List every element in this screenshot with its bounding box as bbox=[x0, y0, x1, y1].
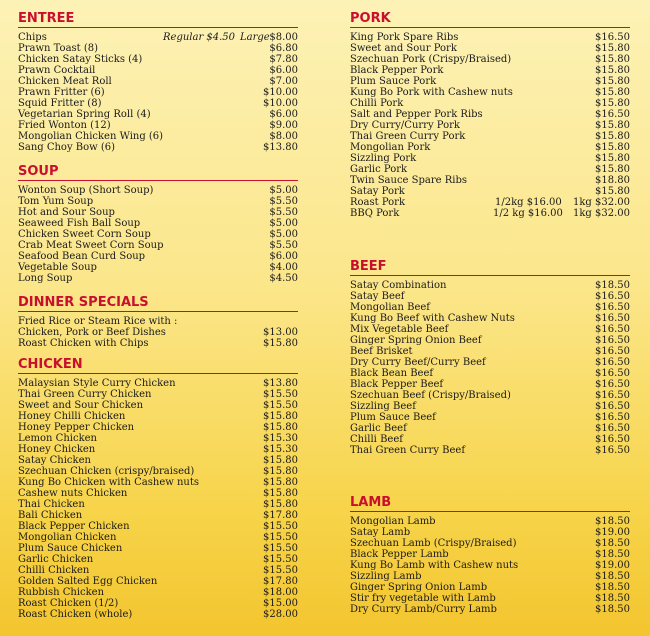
item-name: Wonton Soup (Short Soup) bbox=[18, 185, 154, 196]
item-price: $15.80 bbox=[263, 466, 298, 477]
menu-item[interactable] bbox=[18, 389, 298, 400]
item-name: Kung Bo Pork with Cashew nuts bbox=[350, 87, 513, 98]
item-price: $16.50 bbox=[595, 401, 630, 412]
item-name: Plum Sauce Pork bbox=[350, 76, 437, 87]
item-price: $16.50 bbox=[595, 357, 630, 368]
menu-item[interactable] bbox=[350, 560, 630, 571]
item-name: Chilli Chicken bbox=[18, 565, 90, 576]
menu-item[interactable] bbox=[350, 582, 630, 593]
menu-item[interactable] bbox=[18, 532, 298, 543]
item-name: Garlic Chicken bbox=[18, 554, 94, 565]
item-price: $15.80 bbox=[263, 488, 298, 499]
item-price: $18.50 bbox=[595, 280, 630, 291]
item-price: $28.00 bbox=[263, 609, 298, 620]
beef-section bbox=[350, 258, 630, 456]
menu-item[interactable] bbox=[350, 368, 630, 379]
menu-item[interactable] bbox=[18, 131, 298, 142]
menu-item[interactable] bbox=[18, 196, 298, 207]
menu-item[interactable] bbox=[18, 543, 298, 554]
menu-item[interactable] bbox=[350, 175, 630, 186]
menu-item[interactable] bbox=[18, 433, 298, 444]
menu-item[interactable] bbox=[350, 538, 630, 549]
item-name: Kung Bo Beef with Cashew Nuts bbox=[350, 313, 515, 324]
menu-item[interactable] bbox=[350, 335, 630, 346]
item-name: Roast Chicken with Chips bbox=[18, 338, 149, 349]
chicken-section bbox=[18, 356, 298, 620]
menu-item[interactable] bbox=[18, 273, 298, 284]
item-name: Roast Chicken (1/2) bbox=[18, 598, 119, 609]
item-name: Chilli Beef bbox=[350, 434, 403, 445]
menu-item[interactable] bbox=[350, 65, 630, 76]
item-name: Thai Chicken bbox=[18, 499, 85, 510]
item-name: Roast Chicken (whole) bbox=[18, 609, 133, 620]
item-price: $15.80 bbox=[263, 411, 298, 422]
item-price: $18.50 bbox=[595, 604, 630, 615]
item-price: $19.00 bbox=[595, 560, 630, 571]
item-name: Golden Salted Egg Chicken bbox=[18, 576, 158, 587]
item-name: Honey Chicken bbox=[18, 444, 96, 455]
item-name: Satay Pork bbox=[350, 186, 405, 197]
menu-item[interactable] bbox=[18, 98, 298, 109]
menu-item[interactable] bbox=[350, 445, 630, 456]
item-name: BBQ Pork bbox=[350, 208, 400, 219]
item-price: $4.00 bbox=[269, 262, 298, 273]
item-price: $16.50 bbox=[595, 390, 630, 401]
menu-item[interactable] bbox=[350, 197, 630, 208]
item-price: $6.80 bbox=[269, 43, 298, 54]
menu-item[interactable] bbox=[18, 411, 298, 422]
menu-item[interactable] bbox=[18, 218, 298, 229]
menu-item[interactable] bbox=[350, 43, 630, 54]
menu-item[interactable] bbox=[350, 357, 630, 368]
item-name: Twin Sauce Spare Ribs bbox=[350, 175, 467, 186]
item-name: Cashew nuts Chicken bbox=[18, 488, 128, 499]
item-name: Szechuan Beef (Crispy/Braised) bbox=[350, 390, 511, 401]
menu-item[interactable] bbox=[350, 109, 630, 120]
menu-item[interactable] bbox=[350, 280, 630, 291]
item-name: Prawn Fritter (6) bbox=[18, 87, 105, 98]
chicken-heading: CHICKEN bbox=[18, 356, 298, 374]
item-name: Black Bean Beef bbox=[350, 368, 434, 379]
item-name: Garlic Beef bbox=[350, 423, 407, 434]
item-name: Chicken Meat Roll bbox=[18, 76, 112, 87]
item-name: Honey Chilli Chicken bbox=[18, 411, 126, 422]
item-name: Sizzling Pork bbox=[350, 153, 417, 164]
menu-item[interactable] bbox=[18, 76, 298, 87]
item-price: 1kg $32.00 bbox=[573, 197, 630, 208]
item-price: $16.50 bbox=[595, 313, 630, 324]
item-regular-price: Regular $4.50 bbox=[163, 32, 236, 43]
item-name: Fried Rice or Steam Rice with : bbox=[18, 316, 178, 327]
item-price: $18.50 bbox=[595, 516, 630, 527]
item-price: $10.00 bbox=[263, 98, 298, 109]
item-price: $7.80 bbox=[269, 54, 298, 65]
item-price: $16.50 bbox=[595, 346, 630, 357]
menu-item[interactable] bbox=[18, 251, 298, 262]
item-price: $16.50 bbox=[595, 109, 630, 120]
item-name: Chilli Pork bbox=[350, 98, 404, 109]
item-price: $5.00 bbox=[269, 218, 298, 229]
menu-item[interactable] bbox=[350, 87, 630, 98]
menu-item[interactable] bbox=[18, 455, 298, 466]
menu-item[interactable] bbox=[18, 488, 298, 499]
item-name: Kung Bo Chicken with Cashew nuts bbox=[18, 477, 200, 488]
menu-item[interactable] bbox=[350, 54, 630, 65]
menu-item[interactable] bbox=[350, 604, 630, 615]
item-name: Hot and Sour Soup bbox=[18, 207, 115, 218]
item-price: $9.00 bbox=[269, 120, 298, 131]
item-price: $15.50 bbox=[263, 400, 298, 411]
menu-item[interactable] bbox=[18, 378, 298, 389]
item-price: $15.80 bbox=[595, 131, 630, 142]
menu-item[interactable] bbox=[18, 32, 298, 43]
item-name: Dry Curry Lamb/Curry Lamb bbox=[350, 604, 497, 615]
item-name: Seaweed Fish Ball Soup bbox=[18, 218, 141, 229]
item-price: $18.50 bbox=[595, 582, 630, 593]
menu-item[interactable] bbox=[350, 379, 630, 390]
item-price: $13.00 bbox=[263, 327, 298, 338]
item-half-price: 1/2 kg $16.00 bbox=[493, 208, 563, 219]
item-price: $5.50 bbox=[269, 196, 298, 207]
menu-item[interactable] bbox=[18, 43, 298, 54]
menu-item[interactable] bbox=[350, 390, 630, 401]
item-half-price: 1/2kg $16.00 bbox=[495, 197, 562, 208]
menu-item[interactable] bbox=[350, 302, 630, 313]
menu-item[interactable] bbox=[350, 516, 630, 527]
item-name: Thai Green Curry Chicken bbox=[18, 389, 152, 400]
item-price: $15.80 bbox=[595, 186, 630, 197]
item-price: $17.80 bbox=[263, 510, 298, 521]
lamb-heading: LAMB bbox=[350, 494, 630, 512]
item-name: Bali Chicken bbox=[18, 510, 83, 521]
item-large-label: Large bbox=[240, 32, 270, 43]
menu-item[interactable] bbox=[18, 477, 298, 488]
item-name: Sweet and Sour Pork bbox=[350, 43, 457, 54]
item-name: Tom Yum Soup bbox=[18, 196, 94, 207]
item-name: Dry Curry Beef/Curry Beef bbox=[350, 357, 486, 368]
item-price: $16.50 bbox=[595, 335, 630, 346]
item-name: Garlic Pork bbox=[350, 164, 408, 175]
item-price: $10.00 bbox=[263, 87, 298, 98]
item-name: Sweet and Sour Chicken bbox=[18, 400, 144, 411]
menu-item[interactable] bbox=[18, 185, 298, 196]
item-name: Mongolian Pork bbox=[350, 142, 431, 153]
beef-heading: BEEF bbox=[350, 258, 630, 276]
item-name: Seafood Bean Curd Soup bbox=[18, 251, 146, 262]
item-price: $15.80 bbox=[595, 153, 630, 164]
item-name: Rubbish Chicken bbox=[18, 587, 105, 598]
item-name: Mix Vegetable Beef bbox=[350, 324, 449, 335]
item-name: Prawn Cocktail bbox=[18, 65, 96, 76]
menu-item[interactable] bbox=[18, 262, 298, 273]
menu-item[interactable] bbox=[350, 401, 630, 412]
item-name: Chips bbox=[18, 32, 47, 43]
item-price: $15.80 bbox=[263, 477, 298, 488]
item-price: $5.50 bbox=[269, 207, 298, 218]
lamb-section bbox=[350, 494, 630, 615]
menu-item[interactable] bbox=[350, 142, 630, 153]
menu-item[interactable] bbox=[18, 142, 298, 153]
item-price: $19.00 bbox=[595, 527, 630, 538]
item-name: Chicken, Pork or Beef Dishes bbox=[18, 327, 166, 338]
item-price: $16.50 bbox=[595, 32, 630, 43]
soup-heading: SOUP bbox=[18, 163, 298, 181]
item-price: $5.00 bbox=[269, 229, 298, 240]
item-price: $15.30 bbox=[263, 433, 298, 444]
item-name: Thai Green Curry Pork bbox=[350, 131, 466, 142]
item-price: $16.50 bbox=[595, 368, 630, 379]
item-name: Ginger Spring Onion Lamb bbox=[350, 582, 488, 593]
menu-item[interactable] bbox=[18, 240, 298, 251]
dinner-specials-heading: DINNER SPECIALS bbox=[18, 294, 298, 312]
item-name: Chicken Satay Sticks (4) bbox=[18, 54, 143, 65]
item-price: $18.50 bbox=[595, 571, 630, 582]
item-price: $13.80 bbox=[263, 378, 298, 389]
menu-item[interactable] bbox=[18, 598, 298, 609]
item-name: Sizzling Lamb bbox=[350, 571, 422, 582]
menu-item[interactable] bbox=[350, 571, 630, 582]
item-name: Dry Curry/Curry Pork bbox=[350, 120, 460, 131]
item-name: Beef Brisket bbox=[350, 346, 413, 357]
item-name: Plum Sauce Chicken bbox=[18, 543, 123, 554]
menu-item[interactable] bbox=[350, 549, 630, 560]
item-name: Mongolian Beef bbox=[350, 302, 430, 313]
item-price: $15.50 bbox=[263, 543, 298, 554]
item-name: Salt and Pepper Pork Ribs bbox=[350, 109, 483, 120]
menu-item[interactable] bbox=[350, 291, 630, 302]
menu-item[interactable] bbox=[18, 444, 298, 455]
item-price: $16.50 bbox=[595, 324, 630, 335]
item-price: $15.50 bbox=[263, 565, 298, 576]
menu-item[interactable] bbox=[350, 164, 630, 175]
item-name: Sizzling Beef bbox=[350, 401, 416, 412]
item-price: $6.00 bbox=[269, 65, 298, 76]
menu-item[interactable] bbox=[18, 400, 298, 411]
item-name: Satay Lamb bbox=[350, 527, 411, 538]
menu-item[interactable] bbox=[350, 423, 630, 434]
item-price: $15.80 bbox=[595, 54, 630, 65]
menu-item[interactable] bbox=[18, 54, 298, 65]
item-name: Satay Beef bbox=[350, 291, 405, 302]
item-name: Crab Meat Sweet Corn Soup bbox=[18, 240, 164, 251]
item-price: $15.80 bbox=[595, 98, 630, 109]
menu-item[interactable] bbox=[350, 324, 630, 335]
item-price: $18.00 bbox=[263, 587, 298, 598]
item-name: Black Pepper Beef bbox=[350, 379, 444, 390]
item-price: $15.50 bbox=[263, 389, 298, 400]
menu-item[interactable] bbox=[350, 98, 630, 109]
item-name: Black Pepper Lamb bbox=[350, 549, 449, 560]
item-price: $15.80 bbox=[263, 338, 298, 349]
item-price: $8.00 bbox=[269, 131, 298, 142]
item-name: Mongolian Chicken Wing (6) bbox=[18, 131, 164, 142]
menu-item[interactable] bbox=[18, 565, 298, 576]
item-price: $15.80 bbox=[595, 87, 630, 98]
pork-section bbox=[350, 10, 630, 219]
item-name: Szechuan Pork (Crispy/Braised) bbox=[350, 54, 512, 65]
item-price: $7.00 bbox=[269, 76, 298, 87]
item-name: Ginger Spring Onion Beef bbox=[350, 335, 482, 346]
menu-item[interactable] bbox=[18, 109, 298, 120]
item-price: $16.50 bbox=[595, 379, 630, 390]
menu-item[interactable] bbox=[350, 153, 630, 164]
item-price: $16.50 bbox=[595, 291, 630, 302]
dinner-specials-section bbox=[18, 294, 298, 349]
item-price: $15.80 bbox=[595, 164, 630, 175]
item-price: $15.80 bbox=[263, 455, 298, 466]
item-name: Stir fry vegetable with Lamb bbox=[350, 593, 496, 604]
item-price: $17.80 bbox=[263, 576, 298, 587]
item-name: Satay Chicken bbox=[18, 455, 91, 466]
menu-item[interactable] bbox=[18, 521, 298, 532]
menu-item[interactable] bbox=[18, 338, 298, 349]
entree-section bbox=[18, 10, 298, 153]
item-price: $15.80 bbox=[595, 76, 630, 87]
item-price: $15.50 bbox=[263, 554, 298, 565]
menu-item[interactable] bbox=[350, 186, 630, 197]
item-price: $16.50 bbox=[595, 302, 630, 313]
item-name: Lemon Chicken bbox=[18, 433, 97, 444]
menu-item[interactable] bbox=[18, 207, 298, 218]
soup-section bbox=[18, 163, 298, 284]
entree-heading: ENTREE bbox=[18, 10, 298, 28]
item-name: Black Pepper Chicken bbox=[18, 521, 130, 532]
menu-item[interactable] bbox=[18, 120, 298, 131]
item-name: Satay Combination bbox=[350, 280, 447, 291]
item-name: Chicken Sweet Corn Soup bbox=[18, 229, 151, 240]
item-price: $15.80 bbox=[263, 422, 298, 433]
item-name: Roast Pork bbox=[350, 197, 406, 208]
item-price: $13.80 bbox=[263, 142, 298, 153]
item-price: $15.80 bbox=[595, 120, 630, 131]
menu-item[interactable] bbox=[350, 593, 630, 604]
menu-item[interactable] bbox=[350, 313, 630, 324]
item-name: Kung Bo Lamb with Cashew nuts bbox=[350, 560, 519, 571]
item-price: $16.50 bbox=[595, 423, 630, 434]
item-price: $16.50 bbox=[595, 434, 630, 445]
item-price: $5.50 bbox=[269, 240, 298, 251]
item-name: Vegetable Soup bbox=[18, 262, 97, 273]
item-name: Black Pepper Pork bbox=[350, 65, 444, 76]
item-price: $5.00 bbox=[269, 185, 298, 196]
item-name: Honey Pepper Chicken bbox=[18, 422, 135, 433]
menu-item[interactable] bbox=[350, 32, 630, 43]
menu-item[interactable] bbox=[18, 554, 298, 565]
item-price: 1kg $32.00 bbox=[573, 208, 630, 219]
item-name: Thai Green Curry Beef bbox=[350, 445, 466, 456]
item-price: $18.50 bbox=[595, 549, 630, 560]
menu-item[interactable] bbox=[18, 87, 298, 98]
item-name: King Pork Spare Ribs bbox=[350, 32, 459, 43]
item-name: Prawn Toast (8) bbox=[18, 43, 99, 54]
menu-item[interactable] bbox=[18, 576, 298, 587]
menu-item[interactable] bbox=[18, 327, 298, 338]
menu-item[interactable] bbox=[18, 65, 298, 76]
item-price: $15.00 bbox=[263, 598, 298, 609]
item-name: Mongolian Chicken bbox=[18, 532, 117, 543]
item-price: $15.80 bbox=[595, 65, 630, 76]
menu-item[interactable] bbox=[350, 434, 630, 445]
item-price: $6.00 bbox=[269, 109, 298, 120]
menu-item[interactable] bbox=[350, 208, 630, 219]
item-price: $15.80 bbox=[595, 142, 630, 153]
menu-item[interactable] bbox=[18, 499, 298, 510]
item-price: $15.80 bbox=[595, 43, 630, 54]
item-price: $6.00 bbox=[269, 251, 298, 262]
item-price: $15.50 bbox=[263, 521, 298, 532]
item-name: Vegetarian Spring Roll (4) bbox=[18, 109, 151, 120]
menu-item[interactable] bbox=[350, 120, 630, 131]
menu-item[interactable] bbox=[18, 587, 298, 598]
item-name: Sang Choy Bow (6) bbox=[18, 142, 116, 153]
item-price: $8.00 bbox=[269, 32, 298, 43]
item-price: $15.30 bbox=[263, 444, 298, 455]
item-price: $15.50 bbox=[263, 532, 298, 543]
item-price: $18.50 bbox=[595, 593, 630, 604]
menu-item[interactable] bbox=[350, 346, 630, 357]
menu-item[interactable] bbox=[350, 527, 630, 538]
item-price: $16.50 bbox=[595, 445, 630, 456]
menu-item[interactable] bbox=[18, 422, 298, 433]
menu-item[interactable] bbox=[350, 412, 630, 423]
item-name: Mongolian Lamb bbox=[350, 516, 436, 527]
item-name: Szechuan Chicken (crispy/braised) bbox=[18, 466, 195, 477]
pork-heading: PORK bbox=[350, 10, 630, 28]
item-name: Malaysian Style Curry Chicken bbox=[18, 378, 176, 389]
menu-item[interactable] bbox=[18, 229, 298, 240]
item-name: Plum Sauce Beef bbox=[350, 412, 436, 423]
item-price: $15.80 bbox=[263, 499, 298, 510]
item-price: $16.50 bbox=[595, 412, 630, 423]
item-price: $18.50 bbox=[595, 538, 630, 549]
item-name: Squid Fritter (8) bbox=[18, 98, 102, 109]
item-name: Szechuan Lamb (Crispy/Braised) bbox=[350, 538, 517, 549]
menu-item[interactable] bbox=[18, 609, 298, 620]
item-price: $18.80 bbox=[595, 175, 630, 186]
item-name: Long Soup bbox=[18, 273, 73, 284]
menu-item[interactable] bbox=[350, 131, 630, 142]
menu-item[interactable] bbox=[18, 510, 298, 521]
menu-note bbox=[18, 316, 298, 327]
menu-item[interactable] bbox=[350, 76, 630, 87]
item-name: Fried Wonton (12) bbox=[18, 120, 111, 131]
menu-item[interactable] bbox=[18, 466, 298, 477]
item-price: $4.50 bbox=[269, 273, 298, 284]
